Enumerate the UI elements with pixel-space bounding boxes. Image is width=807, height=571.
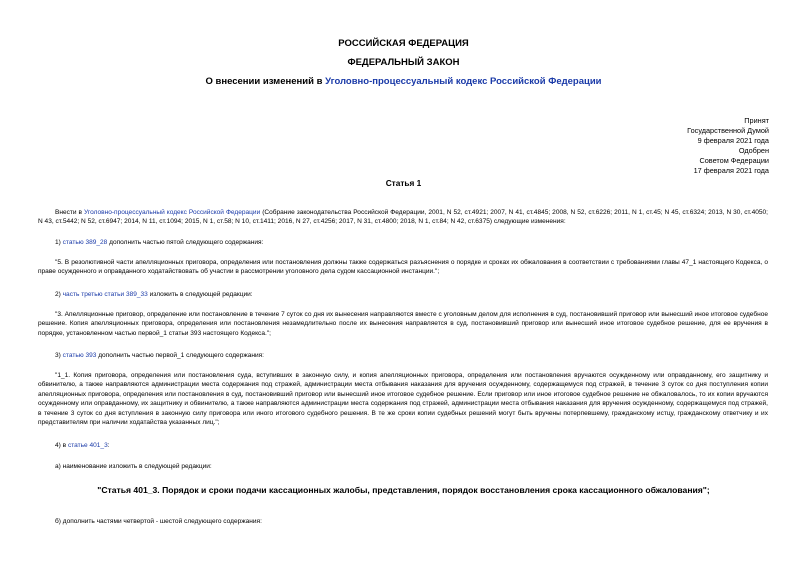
intro-prefix: Внести в — [55, 209, 84, 216]
item-4 — [38, 441, 768, 450]
item-2 — [38, 290, 768, 299]
council-label: Советом Федерации — [699, 155, 769, 165]
article-401-3-heading: "Статья 401_3. Порядок и сроки подачи кассационных жалобы, представления, порядок восстановления срока кассационного обжалования"; — [97, 485, 710, 495]
item-3-quote: "1_1. Копия приговора, определения или постановления суда, вступивших в законную силу, и копия апелляционных приговора, определения или постановления вручаются осужденному или оправданному, его защитнику и обвинителю, а также направляются администрации места содержания под стражей, администрации места отбывания наказания для вручения осужденному, содержащемуся под стражей, в течение 3 суток со дня поступления копии апелляционных приговора, определения или постановления в суд, постановивший приговор или вынесший иное итоговое судебное решение. Если приговор или иное итоговое судебное решение не обжаловалось, то их копии вручаются осужденному или оправданному, их защитнику и обвинителю, а также направляются администрации места содержания под стражей, администрации места отбывания наказания для вручения осужденному, содержащемуся под стражей, в течение 3 суток со дня вступления в законную силу приговора или иного итогового судебного решения. В те же сроки копии судебных решений могут быть вручены потерпевшему, гражданскому истцу, гражданскому ответчику и их представителям при наличии ходатайства указанных лиц."; — [38, 372, 768, 427]
duma-date: 9 февраля 2021 года — [697, 135, 769, 145]
article-title: Статья 1 — [385, 178, 422, 188]
item-2-quote: "3. Апелляционные приговор, определение или постановление в течение 7 суток со дня их вынесения направляются вместе с уголовным делом для исполнения в суд, постановивший приговор или вынесший иное итоговое судебное решение. Копия апелляционных приговора, определения или постановления незамедлительно после их вынесения направляется в суд, постановивший приговор или вынесший иное итоговое судебное решение, для ее вручения в порядке, установленном частью первой_1 статьи 393 настоящего Кодекса."; — [38, 311, 768, 337]
intro-paragraph — [38, 208, 768, 227]
item-4-sub-a: а) наименование изложить в следующей редакции: — [55, 463, 212, 470]
item-3 — [38, 351, 768, 360]
law-title-prefix: О внесении изменений в — [205, 76, 326, 87]
code-link[interactable]: Уголовно-процессуальный кодекс Российской Федерации — [325, 76, 602, 87]
accepted-label: Принят — [744, 116, 769, 125]
item-4-link[interactable]: статье 401_3 — [67, 442, 108, 449]
item-3-text: дополнить частью первой_1 следующего содержания: — [96, 352, 265, 359]
item-4-sub-b: б) дополнить частями четвертой - шестой следующего содержания: — [55, 518, 262, 525]
item-2-number: 2) — [55, 291, 63, 298]
law-type-heading: ФЕДЕРАЛЬНЫЙ ЗАКОН — [347, 57, 460, 68]
item-1 — [38, 238, 768, 247]
item-3-number: 3) — [55, 352, 63, 359]
intro-code-link[interactable]: Уголовно-процессуальный кодекс Российской Федерации — [84, 209, 261, 216]
item-4-number: 4) в — [55, 442, 68, 449]
intro-rest: (Собрание законодательства Российской Федерации, 2001, N 52, ст.4921; 2007, N 41, ст.4845; 2008, N 52, ст.6226; 2011, N 1, ст.45; N 45, ст.6324; 2013, N 30, ст.4050; N 43, ст.5442; N 52, ст.6947; 2014, N 11, ст.1094; 2015, N 1, ст.58; N 10, ст.1411; 2016, N 27, ст.4256; 2017, N 31, ст.4800; 2018, N 1, ст.84; N 42, ст.6375) следующие изменения: — [38, 209, 768, 226]
item-2-link[interactable]: часть третью статьи 389_33 — [62, 291, 148, 298]
approved-label: Одобрен — [738, 145, 769, 155]
acceptance-block — [687, 116, 769, 175]
council-date: 17 февраля 2021 года — [693, 165, 769, 175]
item-1-link[interactable]: статью 389_28 — [62, 239, 108, 246]
item-3-link[interactable]: статью 393 — [62, 352, 97, 359]
item-1-quote: "5. В резолютивной части апелляционных приговора, определения или постановления должны также содержаться разъяснения о порядке и сроках их обжалования в соответствии с требованиями главы 47_1 настоящего Кодекса, о праве осужденного и оправданного ходатайствовать об участии в рассмотрении уголовного дела судом кассационной инстанции."; — [38, 259, 768, 276]
duma-label: Государственной Думой — [687, 125, 769, 135]
item-1-number: 1) — [55, 239, 63, 246]
item-2-text: изложить в следующей редакции: — [147, 291, 253, 298]
item-1-text: дополнить частью пятой следующего содержания: — [107, 239, 264, 246]
item-4-text: : — [107, 442, 110, 449]
law-title — [0, 76, 807, 87]
country-heading: РОССИЙСКАЯ ФЕДЕРАЦИЯ — [338, 38, 469, 49]
